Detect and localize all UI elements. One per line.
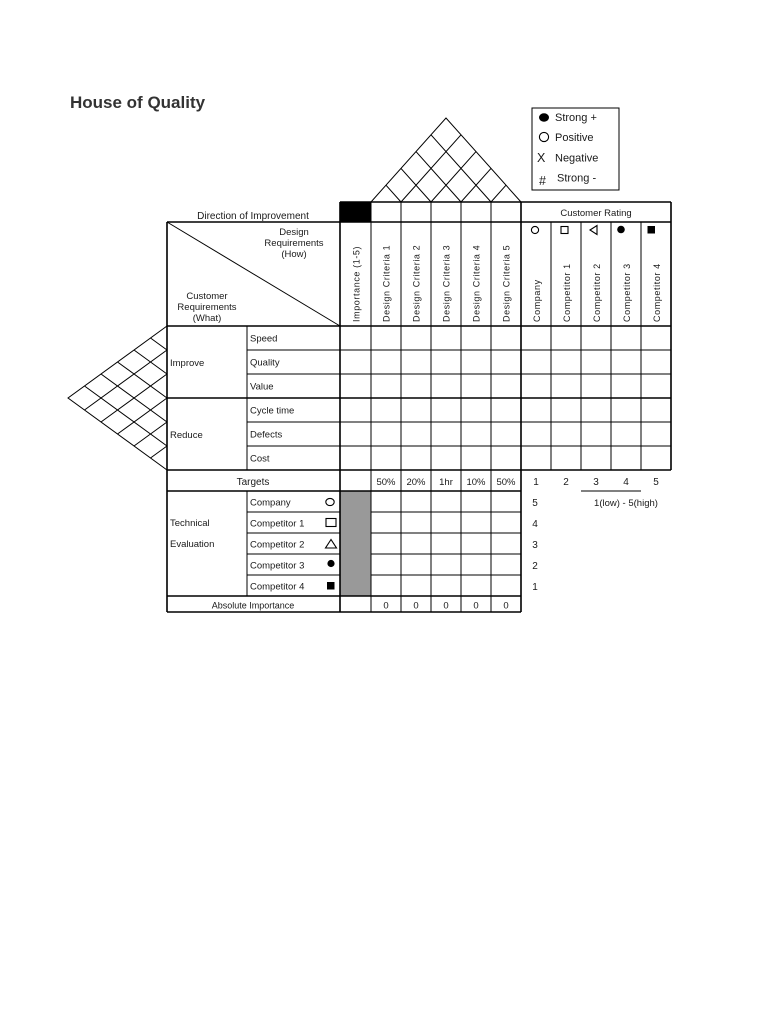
filled-circle-icon	[539, 113, 549, 121]
design-requirements-label: Requirements	[264, 238, 324, 249]
design-criteria-header: Design Criteria 4	[471, 244, 482, 322]
direction-importance-cell	[340, 202, 371, 222]
customer-requirements-label: Customer	[186, 291, 228, 302]
scale-note: 1(low) - 5(high)	[594, 498, 658, 509]
target-value: 20%	[406, 477, 426, 488]
requirement-item: Speed	[250, 333, 278, 345]
design-criteria-header: Design Criteria 1	[381, 244, 392, 322]
filled-circle-icon	[617, 226, 625, 234]
customer-requirements-label: (What)	[192, 313, 222, 324]
customer-requirements-label: Requirements	[177, 302, 237, 313]
requirement-item: Quality	[250, 357, 280, 369]
evaluation-scale-value: 1	[532, 582, 538, 593]
target-value: 10%	[466, 477, 486, 488]
customer-rating-title: Customer Rating	[560, 208, 632, 219]
absolute-importance-value: 0	[413, 600, 419, 612]
evaluation-row-label: Company	[250, 497, 291, 509]
requirement-group-label: Reduce	[170, 430, 203, 441]
evaluation-row-label: Competitor 3	[250, 560, 305, 572]
requirement-item: Cost	[250, 453, 270, 465]
technical-evaluation-label: Evaluation	[170, 539, 215, 550]
targets-label: Targets	[236, 477, 270, 488]
requirement-item: Cycle time	[250, 405, 295, 417]
target-value: 50%	[496, 477, 516, 488]
target-value: 1hr	[439, 477, 453, 488]
design-criteria-header: Design Criteria 3	[441, 244, 452, 322]
evaluation-row-label: Competitor 2	[250, 539, 305, 551]
requirement-item: Defects	[250, 429, 283, 441]
filled-square-icon	[327, 582, 335, 590]
legend-label-strong-positive: Strong +	[555, 112, 597, 124]
page-title: House of Quality	[70, 93, 206, 112]
legend-label-positive: Positive	[555, 132, 594, 144]
design-requirements-label: Design	[279, 227, 309, 238]
technical-evaluation-label: Technical	[170, 518, 210, 529]
evaluation-row-label: Competitor 1	[250, 518, 305, 530]
rating-scale-value: 4	[623, 477, 629, 488]
x-icon: X	[537, 151, 546, 165]
customer-rating-column-header: Competitor 4	[652, 263, 662, 322]
legend-label-strong-negative: Strong -	[557, 172, 597, 185]
evaluation-scale-value: 4	[532, 519, 538, 530]
absolute-importance-value: 0	[443, 600, 449, 612]
direction-of-improvement-label: Direction of Improvement	[197, 211, 309, 222]
design-criteria-header: Design Criteria 2	[411, 244, 422, 322]
absolute-importance-label: Absolute Importance	[211, 600, 295, 611]
legend-label-negative: Negative	[555, 152, 599, 165]
design-requirements-label: (How)	[281, 249, 307, 260]
absolute-importance-value: 0	[503, 600, 509, 612]
rating-scale-value: 1	[533, 477, 539, 488]
hash-icon: #	[539, 174, 546, 188]
evaluation-scale-value: 5	[532, 498, 538, 509]
customer-rating-column-header: Company	[532, 279, 542, 322]
filled-square-icon	[648, 226, 656, 234]
rating-scale-value: 2	[563, 477, 569, 488]
evaluation-scale-value: 2	[532, 561, 538, 572]
rating-scale-value: 3	[593, 477, 599, 488]
requirement-item: Value	[250, 381, 274, 393]
requirement-group-label: Improve	[170, 358, 205, 369]
target-value: 50%	[376, 477, 396, 488]
technical-evaluation-importance-shading	[340, 491, 371, 596]
evaluation-row-label: Competitor 4	[250, 581, 305, 593]
evaluation-scale-value: 3	[532, 540, 538, 551]
rating-scale-value: 5	[653, 477, 659, 488]
customer-rating-column-header: Competitor 1	[562, 263, 572, 322]
filled-circle-icon	[327, 560, 334, 567]
absolute-importance-value: 0	[383, 600, 389, 612]
absolute-importance-value: 0	[473, 600, 479, 612]
customer-rating-column-header: Competitor 3	[622, 263, 632, 322]
importance-column-header: Importance (1-5)	[351, 245, 362, 322]
design-criteria-header: Design Criteria 5	[501, 244, 512, 322]
customer-rating-column-header: Competitor 2	[592, 263, 602, 322]
